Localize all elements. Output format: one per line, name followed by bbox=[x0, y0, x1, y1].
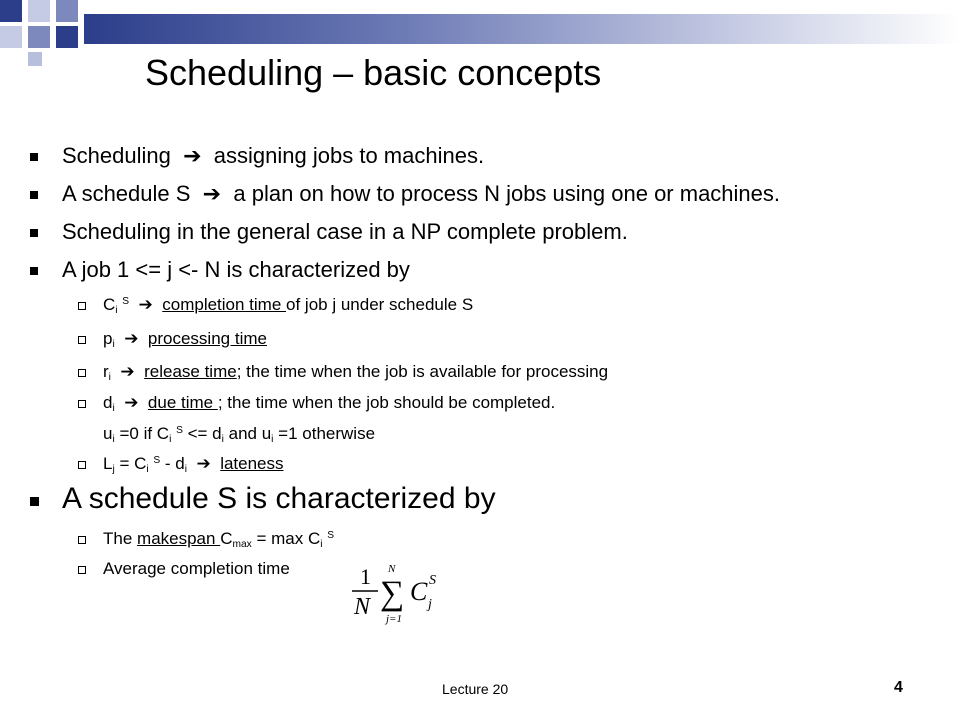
arrow-right-icon: ➔ bbox=[119, 329, 144, 348]
formula-subscript: j bbox=[428, 597, 432, 612]
bullet-text: assigning jobs to machines. bbox=[213, 143, 485, 168]
formula-numerator: 1 bbox=[360, 564, 371, 589]
deco-square-light2 bbox=[0, 26, 22, 48]
bullet-scheduling bbox=[62, 143, 484, 169]
formula-lower-limit: j=1 bbox=[386, 613, 402, 625]
arrow-right-icon: ➔ bbox=[133, 295, 158, 314]
bullet-marker bbox=[30, 497, 39, 506]
bullet-schedule-s bbox=[62, 181, 780, 207]
formula-symbol: C bbox=[410, 577, 428, 606]
item-completion-time: $C_i$ $^S$ ➔ completion time of job j under schedule S bbox=[103, 295, 474, 316]
sub-bullet-marker bbox=[78, 400, 86, 408]
item-release-time: $r_i$ ➔ release time; the time when the job is available for processing bbox=[103, 362, 609, 383]
page-number: 4 bbox=[894, 679, 903, 696]
term-release-time: release time bbox=[144, 362, 237, 381]
bullet-text: A schedule S bbox=[62, 181, 191, 206]
arrow-right-icon: ➔ bbox=[115, 362, 140, 381]
formula-denominator: N bbox=[354, 594, 371, 620]
deco-square-navy2 bbox=[56, 26, 78, 48]
sigma-icon: ∑ bbox=[380, 575, 405, 612]
arrow-right-icon: ➔ bbox=[191, 454, 216, 473]
formula-superscript: S bbox=[429, 573, 436, 588]
bullet-schedule-characterized: A schedule S is characterized by bbox=[62, 482, 496, 515]
sub-bullet-marker bbox=[78, 302, 86, 310]
deco-square-light bbox=[28, 0, 50, 22]
bullet-job: A job 1 <= j <- N is characterized by bbox=[62, 257, 410, 282]
item-u-definition: $u_i =0$ if $C_i$ $^S <= d_i$ and $u_i =1$ otherwise bbox=[103, 424, 376, 445]
deco-square-mid2 bbox=[28, 26, 50, 48]
bullet-text: Scheduling bbox=[62, 143, 171, 168]
bullet-text: a plan on how to process N jobs using one or machines. bbox=[233, 181, 781, 206]
deco-square-small bbox=[28, 52, 42, 66]
bullet-np-complete: Scheduling in the general case in a NP complete problem. bbox=[62, 219, 628, 244]
footer-lecture: Lecture 20 bbox=[442, 681, 509, 697]
sub-bullet-marker bbox=[78, 336, 86, 344]
term-due-time: due time bbox=[147, 393, 218, 412]
arrow-right-icon: ➔ bbox=[177, 143, 208, 168]
term-makespan: makespan bbox=[137, 529, 221, 548]
average-completion-formula bbox=[348, 560, 458, 626]
arrow-right-icon: ➔ bbox=[196, 181, 228, 206]
sub-bullet-marker bbox=[78, 566, 86, 574]
item-processing-time: $p_i$ ➔ processing time bbox=[103, 329, 267, 350]
term-processing-time: processing time bbox=[147, 329, 267, 348]
term-lateness: lateness bbox=[220, 454, 284, 473]
formula-upper-limit: N bbox=[388, 563, 396, 575]
slide-title: Scheduling – basic concepts bbox=[145, 52, 602, 93]
item-average-completion: Average completion time bbox=[103, 559, 290, 578]
sub-bullet-marker bbox=[78, 461, 86, 469]
arrow-right-icon: ➔ bbox=[119, 393, 144, 412]
bullet-marker bbox=[30, 191, 38, 199]
deco-square-navy bbox=[0, 0, 22, 22]
item-lateness: $L_j = C_i$ $^S - d_i$ ➔ lateness bbox=[103, 454, 284, 475]
item-due-time: $d_i$ ➔ due time ; the time when the job should be completed. bbox=[103, 393, 556, 414]
item-makespan: The makespan $C_{max} = \max C_i$ $^S$ bbox=[103, 529, 335, 550]
term-completion-time: completion time bbox=[162, 295, 287, 314]
bullet-marker bbox=[30, 229, 38, 237]
sub-bullet-marker bbox=[78, 369, 86, 377]
bullet-marker bbox=[30, 267, 38, 275]
bullet-marker bbox=[30, 153, 38, 161]
title-banner bbox=[84, 14, 960, 44]
deco-square-mid bbox=[56, 0, 78, 22]
sub-bullet-marker bbox=[78, 536, 86, 544]
